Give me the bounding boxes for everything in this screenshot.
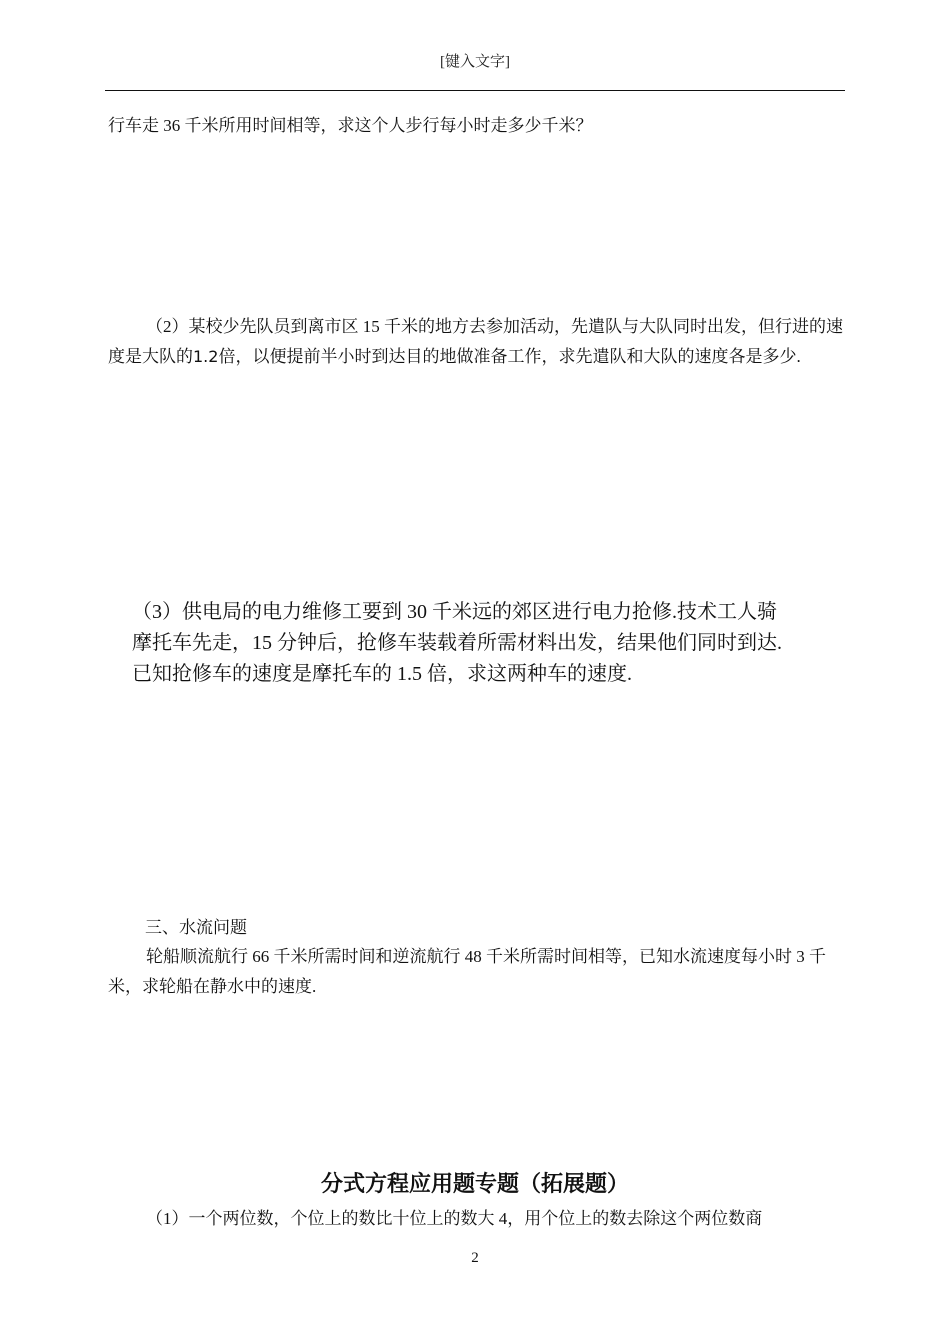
question-1-continuation: 行车走 36 千米所用时间相等，求这个人步行每小时走多少千米？ (108, 116, 593, 135)
question-2-text-b: 倍，以便提前半小时到达目的地做准备工作，求先遣队和大队的速度各是多少. (218, 347, 801, 366)
header-divider (105, 90, 845, 91)
water-flow-question (108, 942, 848, 1002)
extension-section-title: 分式方程应用题专题（拓展题） (320, 1172, 629, 1197)
extension-question-1 (108, 1204, 848, 1234)
question-3-line-2: 摩托车先走，15 分钟后，抢修车装载着所需材料出发，结果他们同时到达. (132, 632, 782, 654)
page-number: 2 (471, 1250, 479, 1266)
question-2 (108, 312, 848, 372)
question-3-line-1: （3）供电局的电力维修工要到 30 千米远的郊区进行电力抢修.技术工人骑 (132, 601, 777, 623)
question-3 (132, 597, 854, 690)
question-2-text-a: （2）某校少先队员到离市区 15 千米的地方去参加活动，先遣队与大队同时出发，但行进的速度是大队的 (108, 317, 843, 366)
page-header: [键入文字] (440, 54, 510, 70)
water-flow-question-text: 轮船顺流航行 66 千米所需时间和逆流航行 48 千米所需时间相等，已知水流速度每小时 3 千米，求轮船在静水中的速度. (108, 947, 826, 996)
section-3-heading: 三、水流问题 (145, 918, 247, 937)
question-2-multiplier: 1.2 (193, 347, 219, 366)
extension-question-1-text: （1）一个两位数，个位上的数比十位上的数大 4，用个位上的数去除这个两位数商 (146, 1209, 763, 1228)
question-3-line-3: 已知抢修车的速度是摩托车的 1.5 倍，求这两种车的速度. (132, 663, 632, 685)
